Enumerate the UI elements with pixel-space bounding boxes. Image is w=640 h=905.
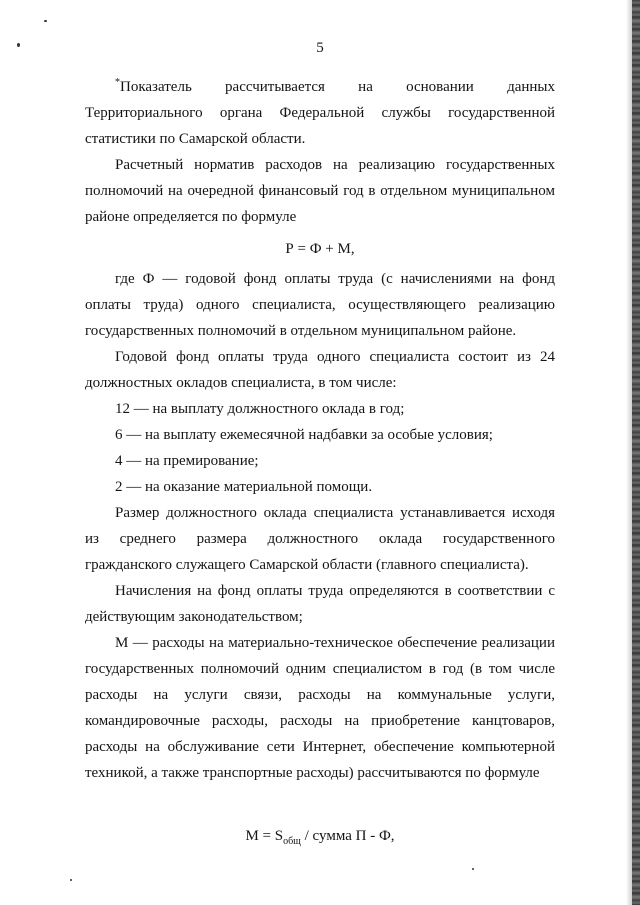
formula-m: [0, 828, 640, 845]
annual-fund-paragraph: Годовой фонд оплаты труда одного специалиста состоит из 24 должностных окладов специалиста, в том числе:: [85, 349, 555, 391]
scan-speck: [70, 879, 72, 881]
scan-speck: [472, 868, 474, 870]
list-item: 4 — на премирование;: [115, 453, 259, 469]
salary-size-paragraph: Размер должностного оклада специалиста устанавливается исходя из среднего размера должностного оклада государственного гражданского служащего Самарской области (главного специалиста).: [85, 505, 555, 573]
where-phi-paragraph: где Ф — годовой фонд оплаты труда (с начислениями на фонд оплаты труда) одного специалиста, осуществляющего реализацию государственных полномочий в отдельном муниципальном районе.: [85, 271, 555, 339]
page-number: 5: [316, 40, 324, 56]
formula-m-right: / сумма П - Ф,: [300, 828, 395, 844]
document-body: [85, 74, 555, 786]
list-item: 6 — на выплату ежемесячной надбавки за особые условия;: [115, 427, 493, 443]
footnote-marker: *: [115, 77, 120, 88]
scan-speck: [44, 20, 47, 22]
list-item: 2 — на оказание материальной помощи.: [115, 479, 373, 495]
footnote-text: Показатель рассчитывается на основании данных Территориального органа Федеральной службы государственной статистики по Самарской области.: [85, 79, 555, 147]
formula-main: Р = Ф + М,: [285, 241, 355, 257]
list-item: 12 — на выплату должностного оклада в год;: [115, 401, 405, 417]
formula-m-left: М = S: [245, 828, 284, 844]
normative-paragraph: Расчетный норматив расходов на реализацию государственных полномочий на очередной финансовый год в отдельном муниципальном районе определяется по формуле: [85, 157, 555, 225]
footnote-paragraph: [85, 74, 555, 152]
m-expenses-paragraph: М — расходы на материально-техническое обеспечение реализации государственных полномочий одним специалистом в год (в том числе расходы на услуги связи, расходы на коммунальные услуги, командировочные расходы, расходы на приобретение канцтоваров, расходы на обслуживание сети Интернет, обеспечение компьютерной техникой, а также транспортные расходы) рассчитываются по формуле: [85, 635, 555, 781]
accruals-paragraph: Начисления на фонд оплаты труда определяются в соответствии с действующим законодательством;: [85, 583, 555, 625]
scan-edge: [632, 0, 640, 905]
formula-m-subscript: общ: [283, 836, 301, 847]
